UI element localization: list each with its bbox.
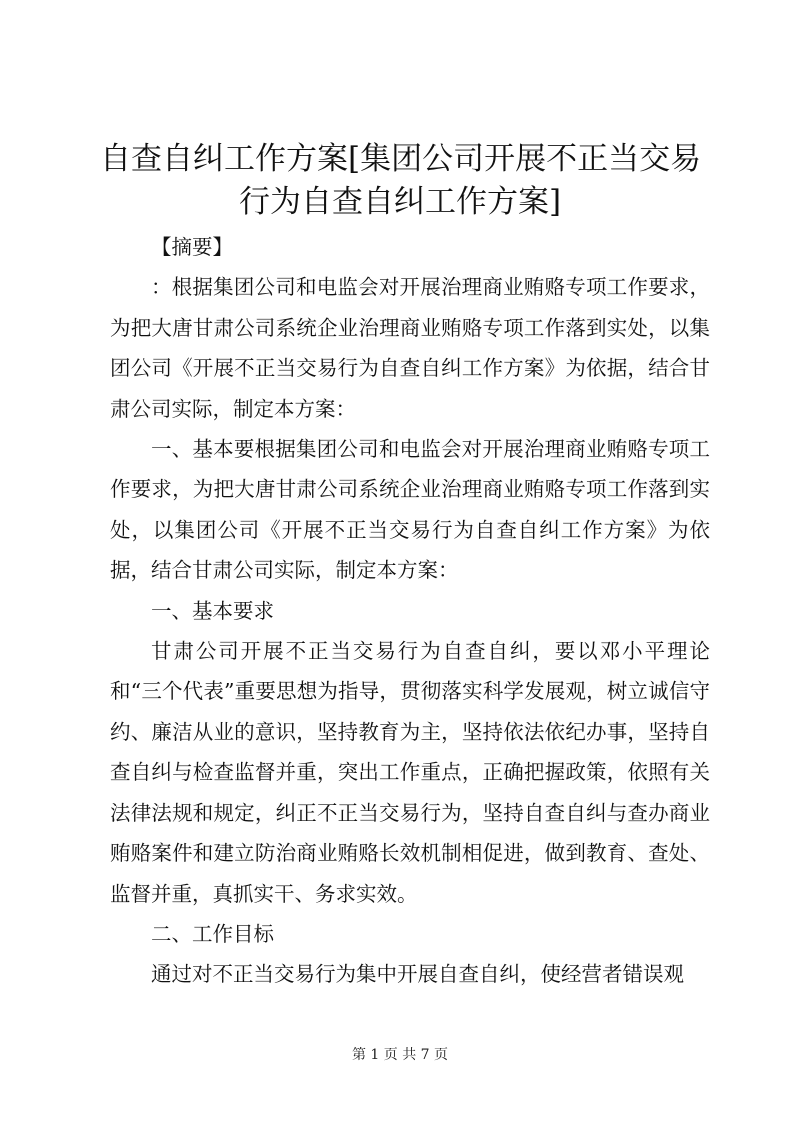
title-line-2: 行为自查自纠工作方案] xyxy=(238,184,562,220)
title-line-1: 自查自纠工作方案[集团公司开展不正当交易 xyxy=(100,141,702,177)
document-body xyxy=(110,227,710,995)
paragraph-basic-requirements: 甘肃公司开展不正当交易行为自查自纠，要以邓小平理论和“三个代表”重要思想为指导，贯彻落实科学发展观，树立诚信守约、廉洁从业的意识，坚持教育为主，坚持依法依纪办事，坚持自查自纠与检查监督并重，突出工作重点，正确把握政策，依照有关法律法规和规定，纠正不正当交易行为，坚持自查自纠与查办商业贿赂案件和建立防治商业贿赂长效机制相促进，做到教育、查处、监督并重，真抓实干、务求实效。 xyxy=(110,639,710,906)
abstract-label: 【摘要】 xyxy=(151,235,233,259)
document-title xyxy=(100,138,700,224)
page-number-footer: 第 1 页 共 7 页 xyxy=(351,1047,449,1063)
section-heading-work-goals: 二、工作目标 xyxy=(151,921,274,946)
paragraph-intro: ：根据集团公司和电监会对开展治理商业贿赂专项工作要求，为把大唐甘肃公司系统企业治理商业贿赂专项工作落到实处，以集团公司《开展不正当交易行为自查自纠工作方案》为依据，结合甘肃公司实际，制定本方案： xyxy=(110,275,710,421)
paragraph-work-goals: 通过对不正当交易行为集中开展自查自纠，使经营者错误观 xyxy=(151,962,684,987)
section-heading-basic-requirements: 一、基本要求 xyxy=(151,598,274,623)
paragraph-basic-requirements-repeat: 一、基本要根据集团公司和电监会对开展治理商业贿赂专项工作要求，为把大唐甘肃公司系统企业治理商业贿赂专项工作落到实处，以集团公司《开展不正当交易行为自查自纠工作方案》为依据，结合甘肃公司实际，制定本方案： xyxy=(110,437,710,583)
